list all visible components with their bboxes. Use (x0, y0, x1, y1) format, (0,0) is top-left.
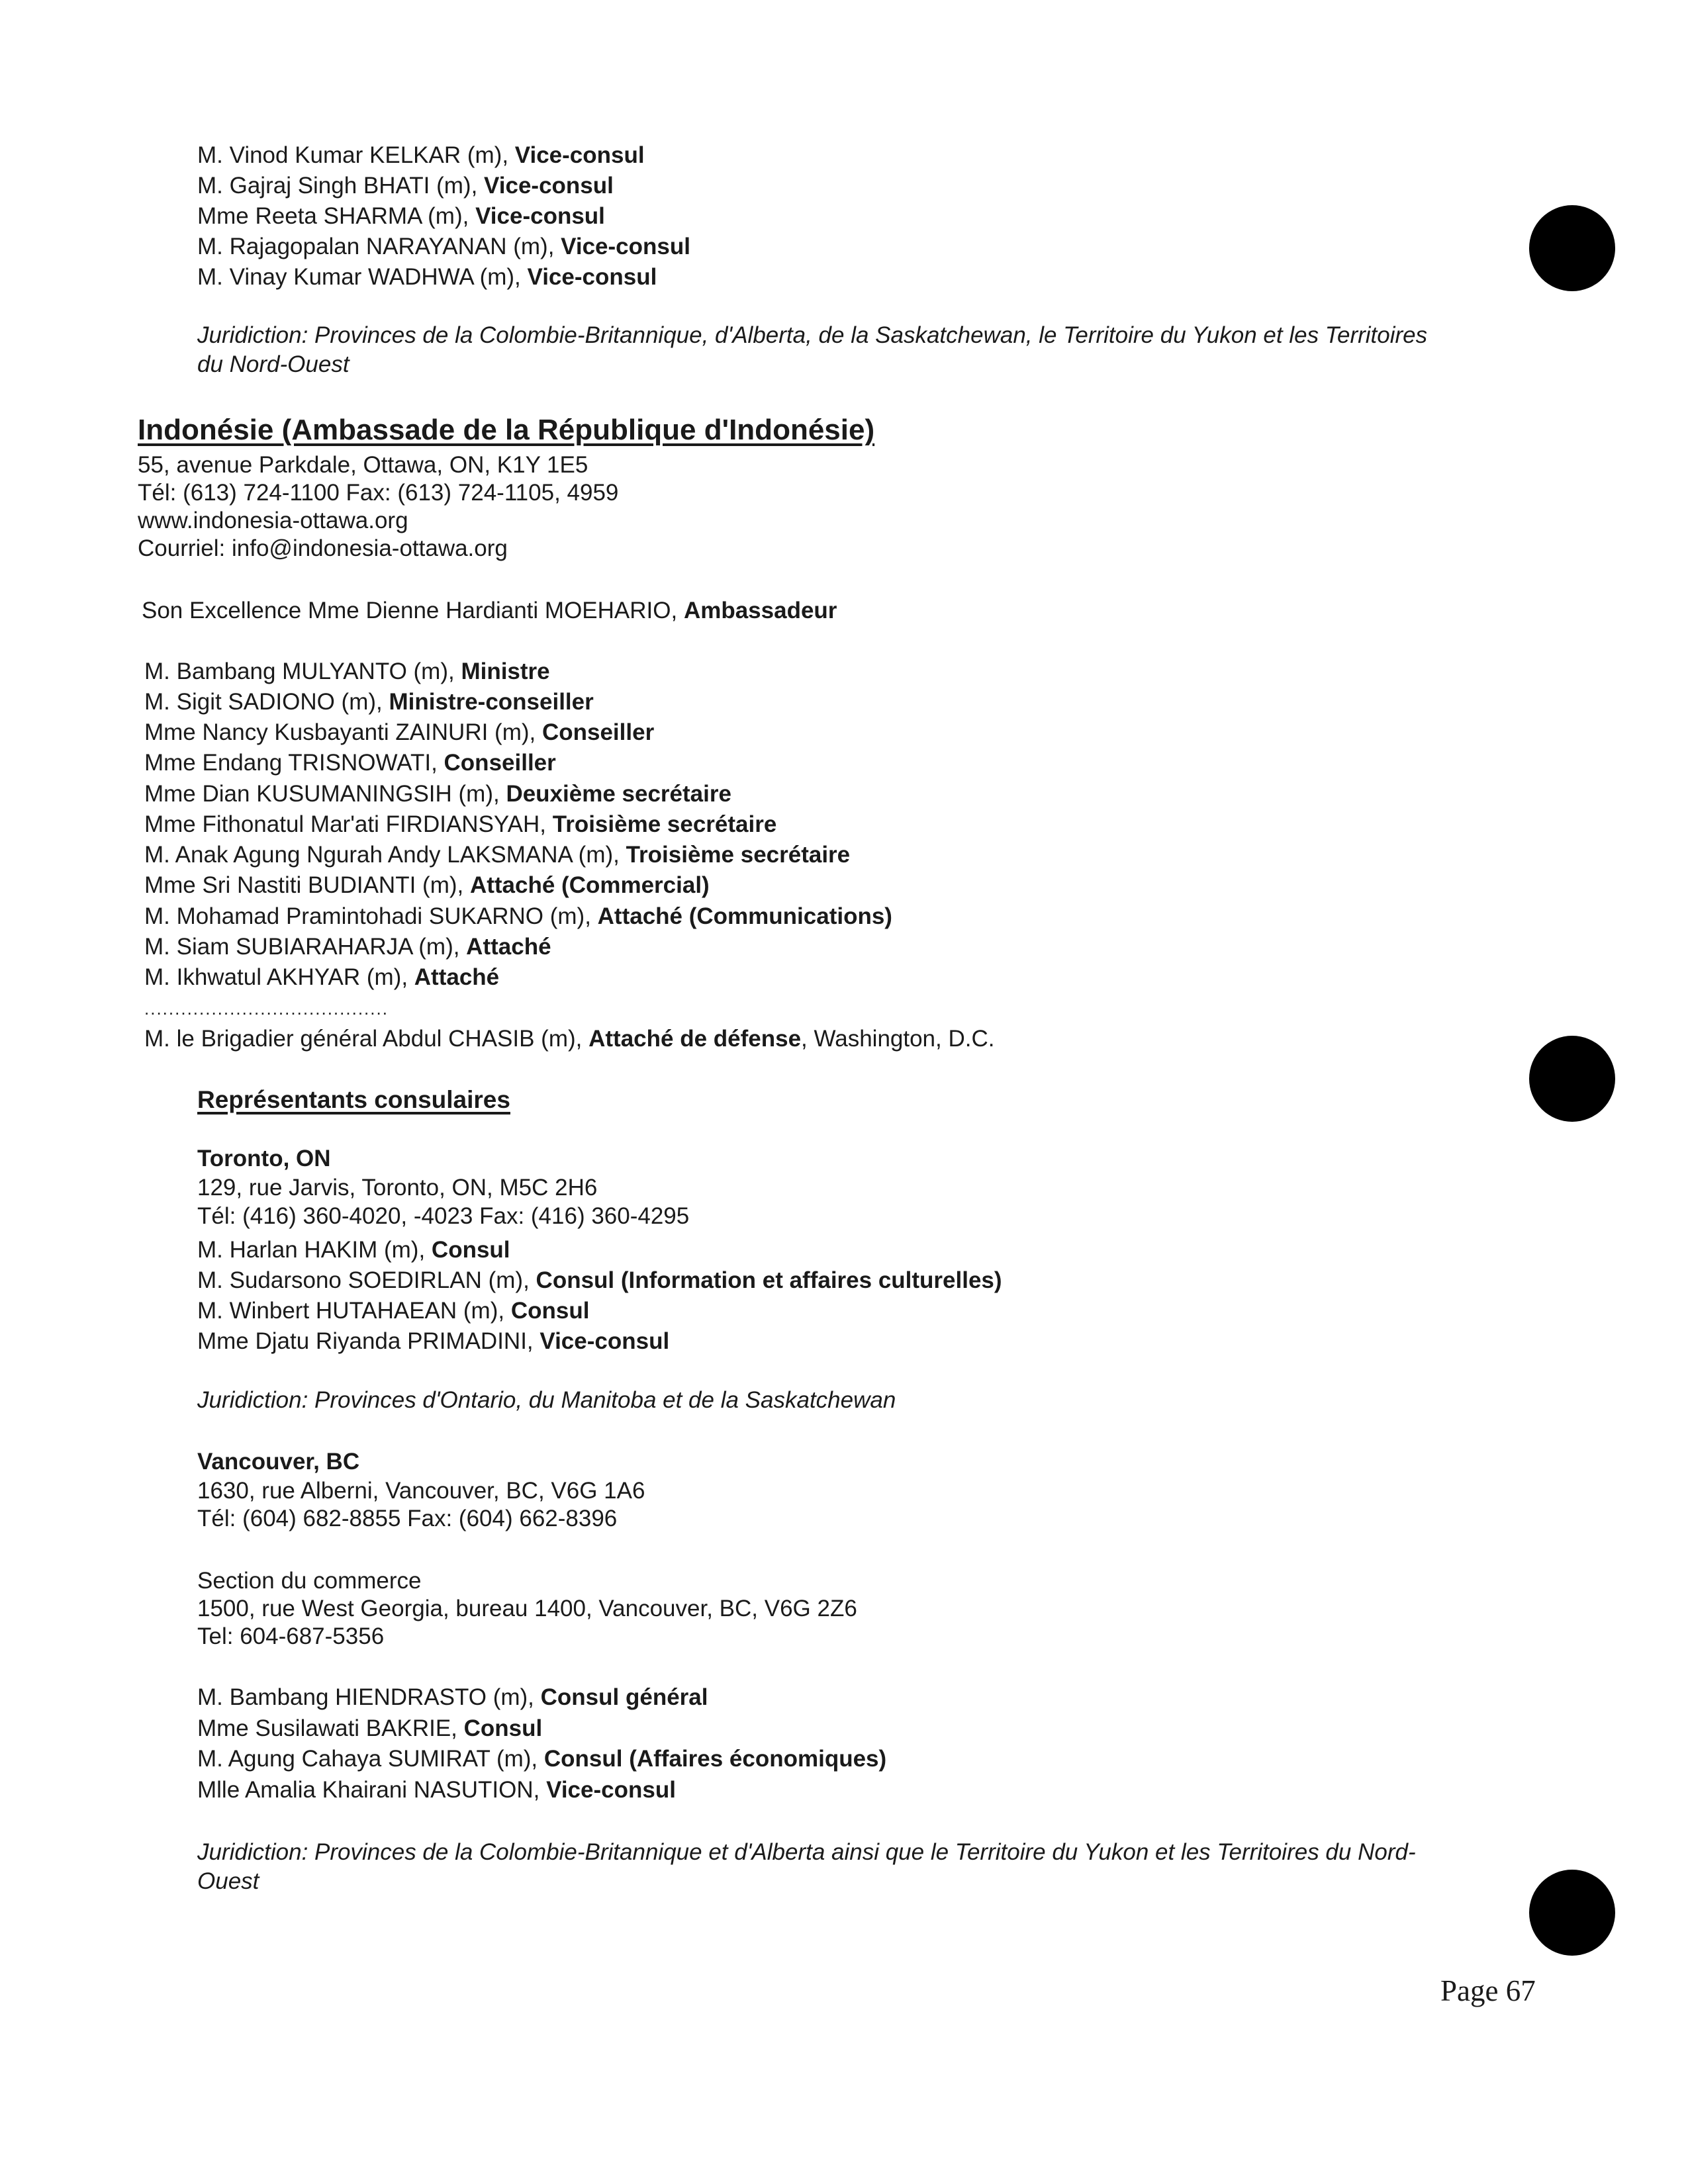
toronto-address: 129, rue Jarvis, Toronto, ON, M5C 2H6 (197, 1175, 598, 1201)
staff-entry: M. Bambang MULYANTO (m), Ministre (144, 659, 550, 684)
staff-entry: M. Sigit SADIONO (m), Ministre-conseiller (144, 689, 594, 715)
staff-entry: Mme Djatu Riyanda PRIMADINI, Vice-consul (197, 1328, 670, 1354)
embassy-email: Courriel: info@indonesia-ottawa.org (138, 535, 508, 561)
punch-hole-mark (1529, 1870, 1615, 1956)
vancouver-phone: Tél: (604) 682-8855 Fax: (604) 662-8396 (197, 1506, 618, 1531)
staff-entry: M. Vinod Kumar KELKAR (m), Vice-consul (197, 142, 645, 168)
staff-entry: Mlle Amalia Khairani NASUTION, Vice-consul (197, 1777, 676, 1803)
staff-entry: Mme Reeta SHARMA (m), Vice-consul (197, 203, 605, 229)
defense-attache-entry: M. le Brigadier général Abdul CHASIB (m), Attaché de défense, Washington, D.C. (144, 1026, 995, 1052)
staff-entry: M. Vinay Kumar WADHWA (m), Vice-consul (197, 264, 657, 290)
jurisdiction-text: Juridiction: Provinces d'Ontario, du Manitoba et de la Saskatchewan (197, 1387, 896, 1413)
staff-entry: M. Rajagopalan NARAYANAN (m), Vice-consul (197, 234, 690, 259)
staff-entry: M. Sudarsono SOEDIRLAN (m), Consul (Information et affaires culturelles) (197, 1267, 1002, 1293)
trade-section-phone: Tel: 604-687-5356 (197, 1623, 385, 1649)
embassy-website: www.indonesia-ottawa.org (138, 508, 408, 533)
toronto-phone: Tél: (416) 360-4020, -4023 Fax: (416) 360-4295 (197, 1203, 690, 1229)
staff-entry: Mme Susilawati BAKRIE, Consul (197, 1715, 543, 1741)
staff-entry: M. Bambang HIENDRASTO (m), Consul général (197, 1684, 708, 1710)
staff-entry: Mme Sri Nastiti BUDIANTI (m), Attaché (Commercial) (144, 872, 710, 898)
jurisdiction-text: Juridiction: Provinces de la Colombie-Britannique et d'Alberta ainsi que le Territoire du Yukon et les Territoires du Nord- (197, 1839, 1416, 1865)
staff-entry: M. Agung Cahaya SUMIRAT (m), Consul (Affaires économiques) (197, 1746, 887, 1772)
staff-entry: M. Anak Agung Ngurah Andy LAKSMANA (m), Troisième secrétaire (144, 842, 851, 868)
staff-entry: M. Siam SUBIARAHARJA (m), Attaché (144, 934, 551, 960)
toronto-city: Toronto, ON (197, 1146, 331, 1171)
staff-entry: M. Mohamad Pramintohadi SUKARNO (m), Attaché (Communications) (144, 903, 892, 929)
embassy-heading: Indonésie (Ambassade de la République d'Indonésie) (138, 414, 875, 446)
embassy-phone: Tél: (613) 724-1100 Fax: (613) 724-1105, 4959 (138, 480, 619, 506)
trade-section-label: Section du commerce (197, 1568, 422, 1594)
punch-hole-mark (1529, 1036, 1615, 1122)
staff-entry: Mme Dian KUSUMANINGSIH (m), Deuxième secrétaire (144, 781, 731, 807)
ambassador-entry: Son Excellence Mme Dienne Hardianti MOEHARIO, Ambassadeur (142, 598, 837, 623)
punch-hole-mark (1529, 205, 1615, 291)
jurisdiction-text: Juridiction: Provinces de la Colombie-Britannique, d'Alberta, de la Saskatchewan, le Territoire du Yukon et les Territoires (197, 322, 1428, 348)
vancouver-city: Vancouver, BC (197, 1449, 360, 1475)
page-number: Page 67 (1440, 1974, 1536, 2007)
staff-entry: M. Winbert HUTAHAEAN (m), Consul (197, 1298, 590, 1324)
consular-heading: Représentants consulaires (197, 1086, 510, 1113)
staff-entry: Mme Nancy Kusbayanti ZAINURI (m), Conseiller (144, 719, 655, 745)
staff-entry: M. Gajraj Singh BHATI (m), Vice-consul (197, 173, 614, 199)
staff-entry: M. Ikhwatul AKHYAR (m), Attaché (144, 964, 500, 990)
jurisdiction-text: du Nord-Ouest (197, 351, 350, 377)
trade-section-address: 1500, rue West Georgia, bureau 1400, Vancouver, BC, V6G 2Z6 (197, 1596, 857, 1621)
vancouver-address: 1630, rue Alberni, Vancouver, BC, V6G 1A6 (197, 1478, 645, 1504)
jurisdiction-text: Ouest (197, 1868, 259, 1894)
staff-entry: Mme Fithonatul Mar'ati FIRDIANSYAH, Troisième secrétaire (144, 811, 777, 837)
staff-entry: Mme Endang TRISNOWATI, Conseiller (144, 750, 556, 776)
embassy-address: 55, avenue Parkdale, Ottawa, ON, K1Y 1E5 (138, 452, 588, 478)
dotted-separator: ........................................ (144, 999, 389, 1019)
staff-entry: M. Harlan HAKIM (m), Consul (197, 1237, 510, 1263)
